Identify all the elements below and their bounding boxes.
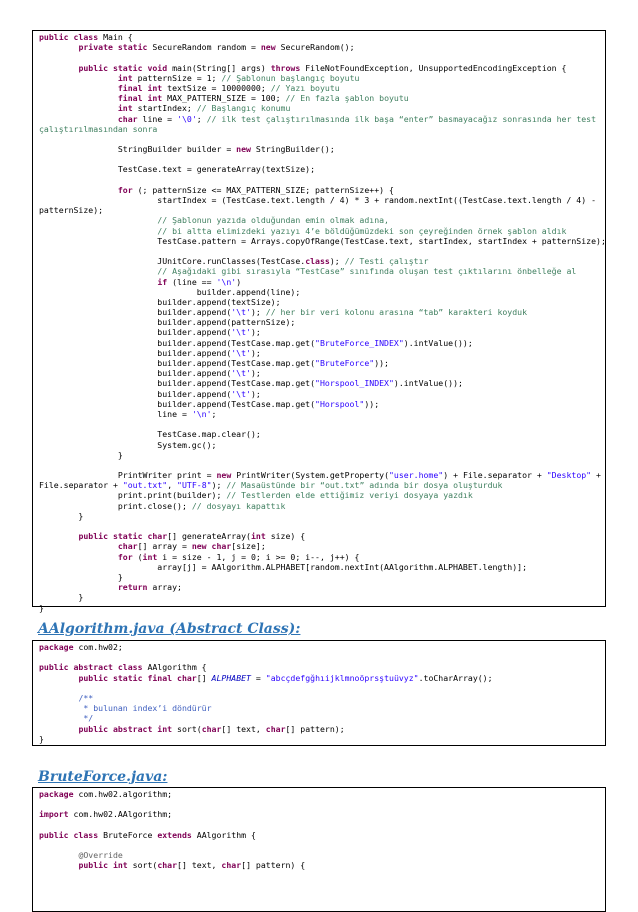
code-token: BruteForce — [103, 829, 158, 840]
code-line — [39, 185, 605, 195]
code-line — [39, 592, 605, 602]
code-token: '\n' — [216, 276, 237, 287]
bruteforce-code-block — [32, 787, 606, 912]
code-token: TestCase.pattern = Arrays.copyOfRange(TestCase.text, startIndex, startIndex + patternSize); — [39, 235, 606, 246]
code-token: '\n' — [191, 408, 212, 419]
code-token: builder.append(TestCase.map.get( — [39, 378, 316, 389]
code-line — [39, 511, 605, 521]
code-line — [39, 642, 605, 652]
code-token: builder.append(textSize); — [39, 296, 281, 307]
code-token: private static — [78, 42, 153, 53]
code-token: "BruteForce" — [315, 358, 375, 368]
code-token — [39, 724, 78, 734]
code-token: * bulunan index’i döndürür — [78, 703, 212, 714]
code-line — [39, 378, 605, 388]
code-line — [39, 850, 605, 860]
code-line — [39, 531, 605, 541]
code-token: ); — [250, 327, 261, 338]
code-line — [39, 195, 605, 205]
code-token: (line == — [172, 276, 217, 287]
code-token: "UTF-8" — [177, 480, 212, 491]
code-token: size) { — [270, 531, 306, 542]
code-token — [39, 850, 78, 860]
code-token: MAX_PATTERN_SIZE = 100; — [167, 93, 286, 104]
code-line — [39, 114, 605, 124]
code-token: builder.append(line); — [39, 286, 301, 297]
code-token: ); — [250, 347, 261, 358]
code-line — [39, 297, 605, 307]
code-token: char — [221, 860, 242, 871]
code-token: çalıştırılmasından sonra — [39, 123, 158, 134]
code-token: builder.append(TestCase.map.get( — [39, 337, 316, 348]
code-token: "Horspool" — [315, 398, 365, 409]
code-token: char — [157, 860, 178, 871]
code-token: @Override — [78, 850, 123, 861]
code-token: ; — [196, 113, 207, 124]
code-token: "BruteForce_INDEX" — [315, 337, 404, 348]
code-token: SecureRandom(); — [280, 42, 355, 53]
code-line — [39, 399, 605, 409]
code-token: } — [39, 571, 123, 582]
code-token: public static void — [78, 62, 173, 73]
code-token: print.close(); — [39, 500, 192, 511]
code-line — [39, 490, 605, 500]
code-token: patternSize); — [39, 205, 104, 216]
code-token: AAlgorithm { — [147, 662, 207, 673]
code-line — [39, 470, 605, 480]
code-token: [] array = — [137, 541, 192, 552]
code-token: } — [39, 733, 44, 744]
code-token — [39, 63, 78, 73]
code-token: public static char — [78, 531, 168, 542]
code-token: // Aşağıdaki gibi sırasıyla “TestCase” sınıfında oluşan test çıktılarını önbelleğe al — [157, 266, 577, 277]
code-token: com.hw02; — [78, 642, 123, 652]
aalgorithm-code — [33, 641, 605, 745]
code-line — [39, 409, 605, 419]
code-token — [39, 42, 78, 52]
code-token: int — [117, 103, 138, 114]
code-token: AAlgorithm { — [196, 829, 256, 840]
code-token — [39, 713, 78, 723]
code-token: startIndex = (TestCase.text.length / 4) * 3 + random.nextInt((TestCase.text.length / 4) - — [39, 195, 597, 205]
code-line — [39, 799, 605, 809]
code-line — [39, 501, 605, 511]
code-token: new char — [191, 541, 232, 552]
code-line — [39, 103, 605, 113]
code-token: textSize = 10000000; — [167, 82, 271, 93]
code-token: extends — [157, 829, 197, 840]
code-token: FileNotFoundException, UnsupportedEncodingException { — [305, 62, 567, 73]
code-token — [39, 93, 118, 103]
code-token: "out.txt" — [122, 480, 168, 491]
code-token — [39, 185, 118, 195]
code-token: [] text, — [221, 723, 266, 734]
code-token: // bi altta elimizdeki yazıyı 4’e böldüğümüzdeki son çeyreğinden örnek şablon aldık — [157, 225, 567, 236]
code-line — [39, 724, 605, 734]
code-token: } — [39, 602, 44, 613]
code-token: SecureRandom random = — [152, 42, 261, 53]
code-token: final int — [117, 93, 168, 104]
code-line — [39, 154, 605, 164]
code-token: "abcçdefgğhıijklmnoöprsştuüvyz" — [265, 672, 419, 683]
code-token: ).intValue()); — [393, 378, 463, 389]
code-token: builder.append( — [39, 388, 232, 399]
code-token: public abstract class — [39, 662, 148, 673]
code-line — [39, 789, 605, 799]
code-token — [39, 582, 118, 592]
code-token: public int — [78, 860, 133, 871]
code-token: line = — [142, 113, 178, 124]
code-token: sort( — [132, 860, 158, 871]
code-token: '\t' — [231, 307, 251, 318]
code-token — [39, 226, 157, 236]
code-token: ); — [329, 256, 345, 267]
code-line — [39, 693, 605, 703]
code-token: // Yazı boyutu — [270, 82, 340, 93]
code-token — [39, 73, 118, 83]
code-token: /** — [78, 692, 94, 703]
code-line — [39, 572, 605, 582]
code-token: = — [250, 672, 266, 683]
code-token: , — [167, 480, 178, 491]
code-token: builder.append( — [39, 368, 232, 379]
code-line — [39, 440, 605, 450]
code-line — [39, 236, 605, 246]
code-line — [39, 703, 605, 713]
code-line — [39, 662, 605, 672]
code-token — [39, 531, 78, 541]
code-token: [size]; — [231, 541, 266, 552]
code-token: (; patternSize <= MAX_PATTERN_SIZE; patternSize++) { — [137, 184, 394, 195]
code-line — [39, 134, 605, 144]
code-token: // Testi çalıştır — [344, 256, 429, 267]
code-token: // Başlangıç konumu — [196, 103, 291, 114]
code-line — [39, 389, 605, 399]
code-token: int — [117, 72, 138, 83]
code-token: print.print(builder); — [39, 490, 227, 501]
code-token — [39, 541, 118, 551]
code-token: // Şablonun başlangıç boyutu — [221, 72, 360, 83]
code-token: [] pattern) { — [241, 860, 306, 871]
code-token: File.separator + — [39, 480, 123, 491]
code-token: for — [117, 551, 138, 562]
code-token: } — [39, 449, 123, 460]
code-token: ALPHABET — [211, 672, 251, 683]
code-token: int — [250, 531, 271, 542]
code-token — [39, 277, 157, 287]
code-token: if — [157, 276, 173, 287]
code-token — [39, 860, 78, 870]
code-line — [39, 713, 605, 723]
code-token: return — [117, 582, 153, 593]
code-token: "user.home" — [389, 470, 444, 481]
code-token: builder.append(patternSize); — [39, 317, 296, 328]
code-line — [39, 358, 605, 368]
code-token: [] generateArray( — [167, 531, 251, 542]
code-line — [39, 603, 605, 613]
code-token: builder.append(TestCase.map.get( — [39, 358, 316, 368]
code-token: '\t' — [231, 368, 251, 379]
code-token: ) — [236, 276, 242, 287]
code-token: // Testlerden elde ettiğimiz veriyi dosyaya yazdık — [226, 490, 473, 501]
code-line — [39, 205, 605, 215]
code-line — [39, 287, 605, 297]
code-token: PrintWriter(System.getProperty( — [236, 470, 389, 481]
code-token — [39, 703, 78, 713]
code-token: patternSize = 1; — [137, 72, 222, 83]
code-line — [39, 93, 605, 103]
code-token: ) + File.separator + — [443, 470, 547, 481]
code-token: "Desktop" — [546, 470, 592, 481]
code-token: public static final char — [78, 672, 197, 683]
code-token: TestCase.map.clear(); — [39, 429, 261, 440]
code-token — [39, 103, 118, 113]
code-token: [] pattern); — [285, 723, 345, 734]
code-token: "Horspool_INDEX" — [315, 378, 394, 389]
code-line — [39, 840, 605, 850]
code-token: // dosyayı kapattık — [191, 500, 286, 511]
code-line — [39, 460, 605, 470]
code-line — [39, 307, 605, 317]
code-token — [39, 215, 157, 225]
code-line — [39, 541, 605, 551]
code-line — [39, 266, 605, 276]
code-token: char — [265, 723, 286, 734]
code-token: '\t' — [231, 327, 251, 338]
code-token: ).intValue()); — [403, 337, 473, 348]
code-token: for — [117, 184, 138, 195]
code-token: sort( — [177, 723, 202, 734]
code-token: ( — [137, 551, 143, 562]
code-line — [39, 246, 605, 256]
aalgorithm-heading: AAlgorithm.java (Abstract Class): — [38, 621, 301, 637]
code-token: com.hw02.AAlgorithm; — [73, 809, 173, 820]
code-token: // her bir veri kolonu arasına “tab” karakteri koyduk — [265, 307, 528, 318]
code-token: Main { — [103, 32, 133, 42]
code-token: import — [39, 809, 74, 820]
code-token — [39, 552, 118, 562]
code-token: [] — [196, 672, 212, 683]
code-token: TestCase.text = generateArray(textSize); — [39, 164, 316, 175]
code-token: ); — [250, 368, 261, 379]
code-token: new — [260, 42, 281, 53]
code-token: package — [39, 789, 79, 799]
code-line — [39, 144, 605, 154]
code-token: final int — [117, 82, 168, 93]
code-token: line = — [39, 408, 192, 419]
code-line — [39, 277, 605, 287]
code-line — [39, 830, 605, 840]
aalgorithm-code-block — [32, 640, 606, 746]
code-token: array; — [152, 582, 182, 593]
code-token: new — [236, 144, 256, 155]
code-line — [39, 673, 605, 683]
code-line — [39, 226, 605, 236]
code-token: builder.append(TestCase.map.get( — [39, 398, 316, 409]
code-token: // Masaüstünde bir “out.txt” adında bir dosya oluşturduk — [226, 480, 503, 491]
code-token: public class — [39, 32, 104, 42]
code-token: JUnitCore.runClasses(TestCase. — [39, 256, 306, 267]
code-line — [39, 256, 605, 266]
code-token — [39, 673, 78, 683]
code-token: StringBuilder builder = — [39, 144, 237, 155]
code-token: } — [39, 510, 84, 521]
code-token: com.hw02.algorithm; — [78, 789, 173, 799]
code-token — [39, 83, 118, 93]
code-token: ; — [211, 408, 217, 419]
code-token: // ilk test çalıştırılmasında ilk başa “enter” basmayacağız sonrasında her test — [206, 113, 597, 124]
code-line — [39, 734, 605, 744]
code-line — [39, 175, 605, 185]
code-line — [39, 652, 605, 662]
code-token: PrintWriter print = — [39, 470, 217, 481]
code-line — [39, 860, 605, 870]
code-line — [39, 63, 605, 73]
code-line — [39, 820, 605, 830]
code-token: builder.append( — [39, 347, 232, 358]
code-line — [39, 450, 605, 460]
code-token: )); — [364, 398, 380, 409]
code-line — [39, 164, 605, 174]
code-token: int — [142, 551, 163, 562]
code-token: )); — [374, 358, 389, 368]
code-token: char — [117, 541, 138, 552]
code-line — [39, 338, 605, 348]
code-line — [39, 32, 605, 42]
code-token: */ — [78, 713, 94, 724]
code-token: .toCharArray(); — [418, 672, 493, 683]
code-token: } — [39, 592, 84, 603]
code-token: '\0' — [177, 113, 197, 124]
code-line — [39, 429, 605, 439]
code-token — [39, 266, 157, 276]
code-token: package — [39, 642, 79, 652]
code-line — [39, 327, 605, 337]
code-line — [39, 582, 605, 592]
code-line — [39, 83, 605, 93]
code-token: array[j] = AAlgorithm.ALPHABET[random.nextInt(AAlgorithm.ALPHABET.length)]; — [39, 561, 527, 572]
code-line — [39, 683, 605, 693]
code-line — [39, 42, 605, 52]
code-line — [39, 215, 605, 225]
code-token: ); — [250, 307, 266, 318]
code-token: StringBuilder(); — [255, 144, 335, 155]
code-token: char — [201, 723, 222, 734]
code-token: public abstract int — [78, 723, 178, 734]
bruteforce-code — [33, 788, 605, 872]
code-token: // Şablonun yazıda olduğundan emin olmak adına, — [157, 215, 389, 226]
code-token: // En fazla şablon boyutu — [285, 93, 409, 104]
code-line — [39, 419, 605, 429]
code-line — [39, 73, 605, 83]
code-token: i = size - 1, j = 0; i >= 0; i--, j++) { — [162, 551, 360, 562]
code-token: System.gc(); — [39, 439, 217, 450]
code-token: new — [216, 470, 237, 481]
code-line — [39, 124, 605, 134]
code-token: builder.append( — [39, 307, 232, 318]
code-token: '\t' — [231, 347, 251, 358]
code-token — [39, 114, 118, 124]
code-token: throws — [270, 62, 306, 73]
code-line — [39, 809, 605, 819]
code-token: + — [591, 470, 601, 481]
code-token: builder.append( — [39, 327, 232, 338]
main-code-block — [32, 30, 606, 613]
code-line — [39, 317, 605, 327]
code-token: [] text, — [177, 860, 222, 871]
code-token — [39, 693, 78, 703]
code-token: class — [305, 256, 330, 267]
code-token: public class — [39, 829, 104, 840]
code-line — [39, 348, 605, 358]
main-code — [33, 31, 605, 614]
code-line — [39, 368, 605, 378]
code-line — [39, 52, 605, 62]
code-line — [39, 480, 605, 490]
code-token: '\t' — [231, 388, 251, 399]
code-line — [39, 562, 605, 572]
code-token: ); — [250, 388, 261, 399]
code-line — [39, 552, 605, 562]
code-token: main(String[] args) — [172, 62, 271, 73]
bruteforce-heading: BruteForce.java: — [38, 769, 168, 785]
code-line — [39, 521, 605, 531]
code-token: char — [117, 113, 143, 124]
code-token: ); — [211, 480, 227, 491]
code-token: startIndex; — [137, 103, 197, 114]
